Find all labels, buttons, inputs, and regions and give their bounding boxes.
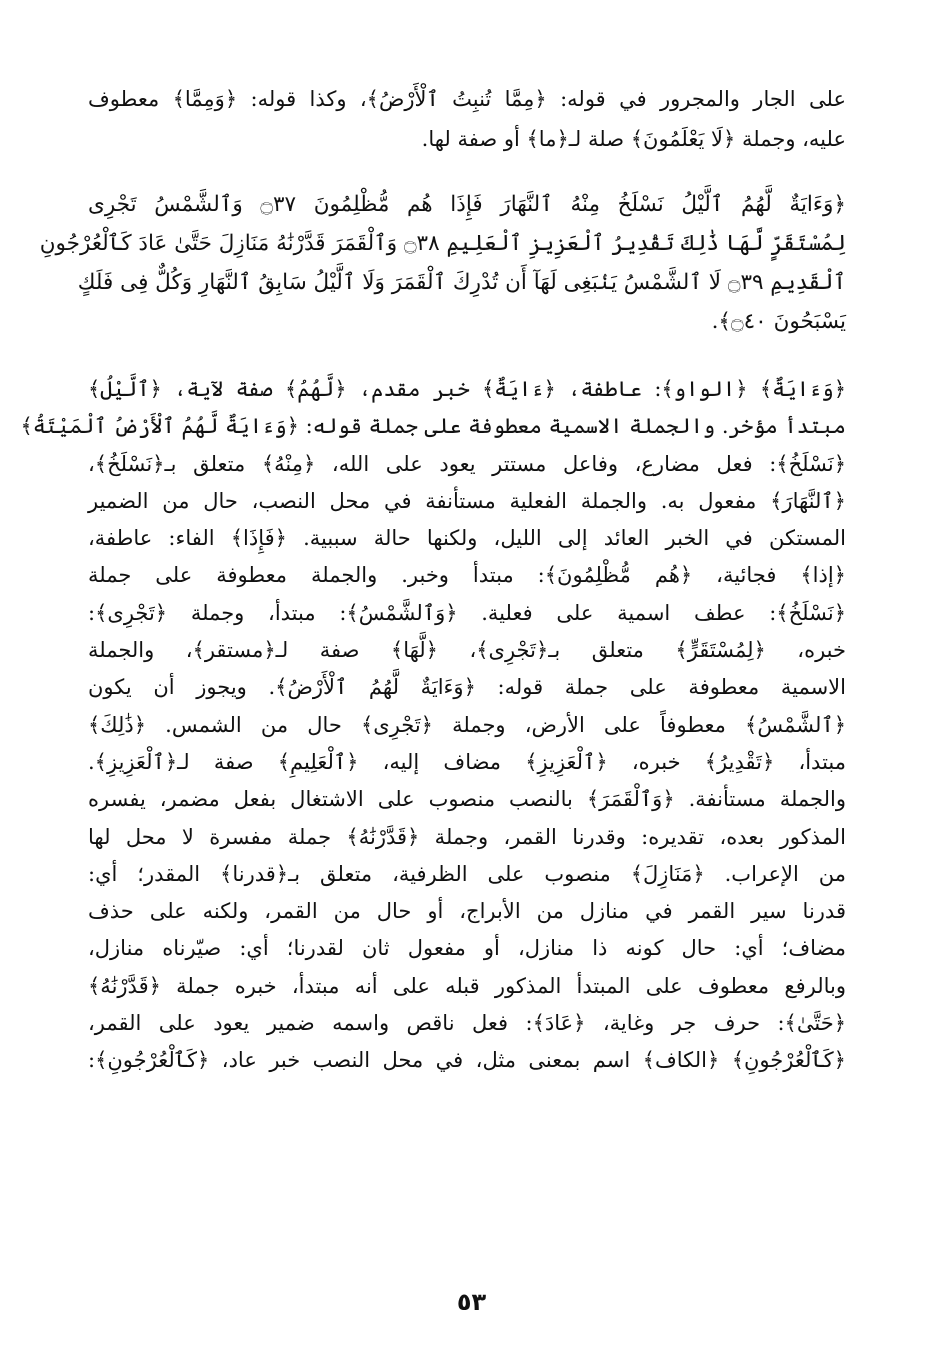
intro-paragraph [88,80,846,159]
text-line: على الجار والمجرور في قوله: ﴿مِمَّا تُنبِتُ ٱلْأَرْضُ﴾، وكذا قوله: ﴿وَمِمَّا﴾ معطوف [88,87,846,111]
text-line: ﴿حَتَّىٰ﴾: حرف جر وغاية، ﴿عَادَ﴾: فعل ناقص واسمه ضمير يعود على القمر، [88,1011,846,1036]
text-line: ﴿ٱلنَّهَارَ﴾ مفعول به. والجملة الفعلية مستأنفة في محل النصب، حال من الضمير [88,488,846,513]
text-line: المذكور بعده، تقديره: وقدرنا القمر، وجملة ﴿قَدَّرْنَٰهُ﴾ جملة مفسرة لا محل لها [88,824,846,849]
text-line: ﴿نَسْلَخُ﴾: فعل مضارع، وفاعل مستتر يعود على الله، ﴿مِنْهُ﴾ متعلق بـ﴿نَسْلَخُ﴾، [88,451,846,476]
text-line: خبره، ﴿لِمُسْتَقَرٍّ﴾ متعلق بـ﴿تَجْرِى﴾، ﴿لَّهَا﴾ صفة لـ﴿مستقر﴾، والجملة [88,638,846,663]
text-line: ﴿نَسْلَخُ﴾: عطف اسمية على فعلية. ﴿وَٱلشَّمْسُ﴾: مبتدأ، وجملة ﴿تَجْرِى﴾: [88,600,846,625]
text-line: ﴿كَٱلْعُرْجُونِ﴾ ﴿الكاف﴾ اسم بمعنى مثل، في محل النصب خبر عاد، ﴿كَٱلْعُرْجُونِ﴾: [88,1048,846,1073]
page-number: ٥٣ [456,1288,487,1316]
text-line: مبتدأ مؤخر. والجملة الاسمية معطوفة على جملة قوله: ﴿وَءَايَةٌ لَّهُمُ ٱلْأَرْضُ ٱلْمَيْتَةُ﴾ [20,414,846,439]
text-line: من الإعراب. ﴿مَنَازِلَ﴾ منصوب على الظرفية، متعلق بـ﴿قدرنا﴾ المقدر؛ أي: [88,861,846,886]
text-line: مبتدأ، ﴿تَقْدِيرُ﴾ خبره، ﴿ٱلْعَزِيزِ﴾ مضاف إليه، ﴿ٱلْعَلِيمِ﴾ صفة لـ﴿ٱلْعَزِيزِ﴾. [88,749,846,774]
verse-line: لِمُسْتَقَرٍّ لَّهَا ذَٰلِكَ تَقْدِيرُ ٱلْعَزِيزِ ٱلْعَلِيمِ ۝٣٨ وَٱلْقَمَرَ قَدَّرْنَٰهُ مَنَازِلَ حَتَّىٰ عَادَ كَٱلْعُرْجُونِ [39,231,846,256]
text-line: ﴿إذا﴾ فجائية، ﴿هُم مُّظْلِمُونَ﴾: مبتدأ وخبر. والجملة معطوفة على جملة [88,563,846,588]
verse-line: ﴿وَءَايَةٌ لَّهُمُ ٱلَّيْلُ نَسْلَخُ مِنْهُ ٱلنَّهَارَ فَإِذَا هُم مُّظْلِمُونَ ۝٣٧ وَٱلشَّمْسُ تَجْرِى [88,192,846,217]
text-line: قدرنا سير القمر في منازل من الأبراج، أو حال من القمر، ولكنه على حذف [88,899,846,924]
page-content [20,80,846,1080]
analysis-paragraph [20,371,846,1080]
text-line: وبالرفع معطوف على المبتدأ المذكور قبله على أنه مبتدأ، خبره جملة ﴿قَدَّرْنَٰهُ﴾ [88,973,846,998]
text-line: المستكن في الخبر العائد إلى الليل، ولكنها حالة سببية. ﴿فَإِذَا﴾ الفاء: عاطفة، [88,526,846,551]
text-line: ﴿ٱلشَّمْسُ﴾ معطوفاً على الأرض، وجملة ﴿تَجْرِى﴾ حال من الشمس. ﴿ذَٰلِكَ﴾ [88,712,846,737]
text-line: مضاف؛ أي: حال كونه ذا منازل، أو مفعول ثان لقدرنا؛ أي: صيّرناه منازل، [88,936,846,961]
text-line: الاسمية معطوفة على جملة قوله: ﴿وَءَايَةٌ لَّهُمُ ٱلْأَرْضُ﴾. ويجوز أن يكون [88,675,846,700]
verse-line: ٱلْقَدِيمِ ۝٣٩ لَا ٱلشَّمْسُ يَنۢبَغِى لَهَآ أَن تُدْرِكَ ٱلْقَمَرَ وَلَا ٱلَّيْلُ سَابِقُ ٱلنَّهَارِ وَكُلٌّ فِى فَلَكٍ [77,270,846,295]
quran-verse-block [39,185,846,341]
text-line: عليه، وجملة ﴿لَا يَعْلَمُونَ﴾ صلة لـ﴿ما﴾ أو صفة لها. [421,126,846,151]
verse-line: يَسْبَحُونَ ۝٤٠﴾. [711,309,846,334]
text-line: ﴿وَءَايَةٌ﴾ ﴿الواو﴾: عاطفة، ﴿ءَايَةٌ﴾ خبر مقدم، ﴿لَّهُمُ﴾ صفة لآية، ﴿ٱلَّيْلُ﴾ [88,377,846,401]
text-line: والجملة مستأنفة. ﴿وَٱلْقَمَرَ﴾ بالنصب منصوب على الاشتغال بفعل مضمر، يفسره [88,787,846,812]
